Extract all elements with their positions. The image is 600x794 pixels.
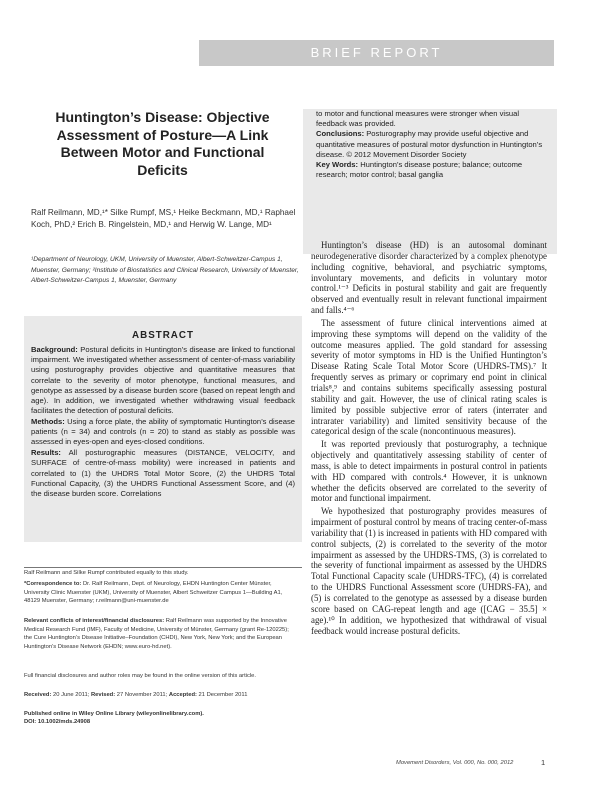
received-date: 20 June 2011; bbox=[53, 692, 90, 698]
conclusions-label: Conclusions: bbox=[316, 129, 365, 139]
author-list: Ralf Reilmann, MD,¹* Silke Rumpf, MS,¹ Heike Beckmann, MD,¹ Raphael Koch, PhD,² Erich B. Ringelstein, MD,¹ and Herwig W. Lange, MD¹ bbox=[31, 208, 296, 229]
abstract-results bbox=[31, 448, 295, 499]
conclusions-text: Posturography may provide useful objective and quantitative measures of postural motor dysfunction in Huntington’s disease. © 2012 Movement Disorder Society bbox=[316, 129, 543, 159]
methods-label: Methods: bbox=[31, 417, 65, 427]
conflicts-text: Ralf Reilmann was supported by the Innovative Medical Research Fund (IMF), Faculty of Medicine, University of Münster, Germany (grant Re-120225); the Cure Huntington’s Disease Initiative–Foundation (CHDI), New York, New York; and the European Huntington’s Disease Network (EHDN; www.euro-hd.net). bbox=[24, 618, 289, 650]
results-text: All posturographic measures (DISTANCE, VELOCITY, and SURFACE of centre-of-mass mobility) were increased in patients and correlated to (1) the UHDRS Total Motor Score, (2) the UHDRS Total Functional Capacity, (3) the UHDRS Functional Assessment Score, and (4) the disease burden score. Correlations bbox=[31, 448, 295, 499]
footnote-equal-contribution: Ralf Reilmann and Silke Rumpf contributed equally to this study. bbox=[24, 570, 189, 576]
body-paragraph-1: Huntington’s disease (HD) is an autosomal dominant neurodegenerative disorder characterized by a complex phenotype including cognitive, behavioral, and psychiatric symptoms, involuntary movements, and deficits in voluntary motor control.¹⁻³ Deficits in postural stability and gait are frequently observed and eventually result in relevant functional impairment and falls.⁴⁻⁶ bbox=[311, 240, 547, 316]
background-label: Background: bbox=[31, 345, 78, 354]
correspondence-label: *Correspondence to: bbox=[24, 581, 82, 587]
results-label: Results: bbox=[31, 448, 61, 458]
results-continued: to motor and functional measures were stronger when visual feedback was provided. bbox=[316, 109, 520, 129]
revised-label: Revised: bbox=[90, 692, 116, 698]
accepted-date: 21 December 2011 bbox=[198, 692, 248, 698]
footnote-disclosures: Full financial disclosures and author roles may be found in the online version of this article. bbox=[24, 673, 257, 679]
section-banner: BRIEF REPORT bbox=[199, 40, 554, 66]
footnote-conflicts bbox=[24, 617, 294, 651]
body-paragraph-4: We hypothesized that posturography provides measures of impairment of postural control by means of tracing center-of-mass variability that (1) is increased in patients with HD compared with control subjects, (2) is correlated to the severity of the motor impairment as assessed by the UHDRS-TMS, (3) is correlated to the severity of functional impairment as assessed by the UHDRS Total Functional Capacity scale (UHDRS-TFC), (4) is correlated to the UHDRS Functional Assessment score (UHDRS-FA), and (5) is correlated to the genotype as assessed by a disease burden score based on CAG-repeat length and age ([CAG − 35.5] × age).¹⁰ In addition, we hypothesized that withdrawal of visual feedback would increase postural deficits. bbox=[311, 506, 547, 636]
abstract-box bbox=[24, 316, 302, 542]
methods-text: Using a force plate, the ability of symptomatic Huntington’s disease patients (n = 34) and controls (n = 20) to stand as stably as possible was assessed in eyes-open and eyes-closed conditions. bbox=[31, 417, 295, 447]
footnote-published: Published online in Wiley Online Library (wileyonlinelibrary.com). bbox=[24, 711, 204, 717]
journal-footer: Movement Disorders, Vol. 000, No. 000, 2012 bbox=[396, 760, 514, 766]
abstract-heading: ABSTRACT bbox=[132, 330, 194, 341]
footnote-divider bbox=[24, 567, 302, 568]
abstract-keywords bbox=[316, 160, 551, 180]
body-paragraph-3: It was reported previously that posturography, a technique objectively and quantitatively assessing stability of center of mass, is able to detect impairments in postural control in patients with HD compared with controls.⁴ However, it is unknown whether the deficits observed are correlated to the severity of motor and functional impairment. bbox=[311, 439, 547, 504]
keywords-text: Huntington’s disease posture; balance; outcome research; motor control; basal ganglia bbox=[316, 160, 523, 180]
abstract-conclusions bbox=[316, 129, 551, 160]
accepted-label: Accepted: bbox=[168, 692, 197, 698]
body-paragraph-2: The assessment of future clinical interventions aimed at improving these symptoms will depend on the validity of the outcome measures applied. The gold standard for assessing severity of motor symptoms in HD is the Unified Huntington’s Disease Rating Scale Total Motor Score (UHDRS-TMS).⁷ It frequently serves as primary or coprimary end point in clinical trials⁸,⁹ and contains subitems specifically assessing postural stability and gait. However, the use of clinical rating scales is limited by possible subjective error of raters (interrater and intrarater variability) and limited sensitivity because of the categorical design of the scale (noncontinuous measures). bbox=[311, 317, 547, 437]
abstract-background bbox=[31, 345, 295, 416]
keywords-label: Key Words: bbox=[316, 160, 359, 170]
background-text: Postural deficits in Huntington’s disease are linked to functional impairment. We investigated whether assessment of center-of-mass variability using posturography provides objective and quantitative measures that correlate to the severity of motor phenotype, functional measures, and genotype as assessed by a disease burden score (based on repeat length and age). In addition, we investigated whether withdrawing visual feedback facilitates the detection of postural deficits. bbox=[31, 345, 295, 416]
revised-date: 27 November 2011; bbox=[116, 692, 168, 698]
received-label: Received: bbox=[24, 692, 52, 698]
body-column bbox=[311, 240, 547, 638]
footnote-doi: DOI: 10.1002/mds.24908 bbox=[24, 719, 91, 725]
correspondence-text: Dr. Ralf Reilmann, Dept. of Neurology, EHDN Huntington Center Münster, University Clinic Muenster (UKM), University of Muenster, Albert Schweitzer Campus 1—Building A1, 48129 Muenster, Germany; r.reilmann@uni-muenster.de bbox=[24, 581, 283, 604]
article-title: Huntington’s Disease: Objective Assessment of Posture—A Link Between Motor and Functional Deficits bbox=[55, 109, 270, 178]
footnote-dates bbox=[24, 691, 294, 700]
page-number: 1 bbox=[541, 758, 546, 767]
abstract-continuation bbox=[303, 109, 557, 254]
affiliations: ¹Department of Neurology, UKM, University of Muenster, Albert-Schweitzer-Campus 1, Muenster, Germany; ²Institute of Biostatistics and Clinical Research, University of Muenster, Albert-Schweitzer-Campus 1, Muenster, Germany bbox=[31, 256, 299, 284]
footnote-correspondence bbox=[24, 580, 294, 606]
abstract-methods bbox=[31, 417, 295, 448]
conflicts-label: Relevant conflicts of interest/financial disclosures: bbox=[24, 618, 165, 624]
